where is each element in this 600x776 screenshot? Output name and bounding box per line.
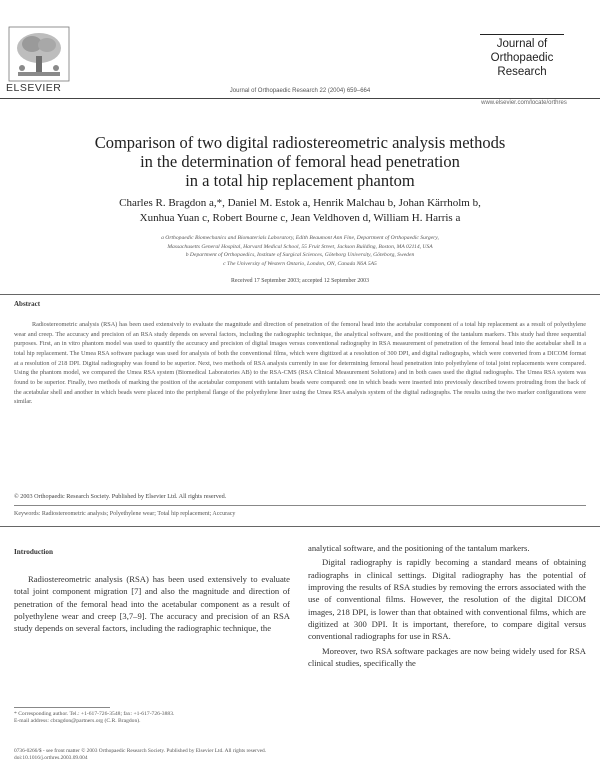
- article-title: [50, 133, 550, 190]
- author-line: Xunhua Yuan c, Robert Bourne c, Jean Veldhoven d, William H. Harris a: [139, 212, 461, 224]
- body-paragraph: Radiostereometric analysis (RSA) has been used extensively to evaluate total joint component migration [7] and also the magnitude and direction of penetration of the femoral head into the acetabular component as a result of polyethylene wear and creep [3,7–9]. The accuracy and precision of an RSA study depends on several factors, including the radiographic technique, the: [14, 574, 290, 634]
- brand-line: Journal of: [496, 38, 548, 50]
- doi-line[interactable]: doi:10.1016/j.orthres.2003.09.004: [14, 755, 88, 762]
- abstract-body: Radiostereometric analysis (RSA) has been used extensively to evaluate the magnitude and direction of penetration of the femoral head into the acetabular component of a total hip replacement as a result of polyethylene wear and creep. The accuracy and precision of an RSA study depends on several factors, including the radiographic technique, the analytical software, and the positioning of the tantalum markers. This study had three sequential purposes. First, an in vitro phantom model was used to quantify the accuracy and precision of digital images versus conventional radiography in RSA measurement of penetration of the femoral head into the acetabular shell in a total hip replacement. The Umea RSA software package was used for analysis of both the conventional films, which were digitized at a resolution of 300 DPI, and digital radiographs, which were converted from a DICOM format at a resolution of 218 DPI. Digital radiography was found to be superior. Next, two methods of RSA analysis currently in use for determining femoral head penetration into polyethylene of total joint replacements were compared. Using the phantom model, we compared the Umea RSA system (Biomedical Laboratories AB) to the RSA-CMS (RSA Clinical Measurement Solutions) and in both cases used the digital radiographs. The Umea RSA system was found to be superior. Finally, two methods of marking the position of the acetabular component with tantalum beads were compared: one in which beads were inserted into previously described towers protruding from the back of the acetabular shell and another in which beads were placed into the peripheral flange of the polyethylene liner using the Umea RSA analysis system of the digital radiographs. The results using the two marker configurations were similar.: [14, 321, 586, 406]
- footnote-divider: [14, 707, 110, 708]
- keywords-divider: [14, 505, 586, 506]
- brand-rule: [480, 34, 564, 35]
- title-line: Comparison of two digital radiostereometric analysis methods: [94, 133, 506, 152]
- right-column: [308, 542, 586, 669]
- body-paragraph: Digital radiography is rapidly becoming a standard means of obtaining radiographs in clinical settings. Digital radiography has the potential of improving the results of RSA studies by removing the errors associated with the use of conventional films. However, the resolution of the digital DICOM images, 218 DPI, is lower than that obtained with conventional films, which are digitized at 300 DPI. It is important, therefore, to compare digital versus conventional radiographs for use in RSA.: [308, 557, 586, 642]
- journal-citation: Journal of Orthopaedic Research 22 (2004) 659–664: [229, 88, 371, 94]
- affiliation-line: c The University of Western Ontario, London, ON, Canada N6A 5A5: [223, 260, 377, 267]
- journal-brand: [466, 34, 578, 79]
- footnote-email[interactable]: E-mail address: cbragdon@partners.org (C.R. Bragdon).: [14, 718, 141, 725]
- left-column: [14, 573, 290, 635]
- title-line: in the determination of femoral head penetration: [140, 152, 460, 171]
- affiliation-line: b Department of Orthopaedics, Institute of Surgical Sciences, Göteborg University, Göteborg, Sweden: [185, 252, 415, 259]
- abstract-heading: Abstract: [14, 300, 41, 308]
- issn-line: 0736-0266/$ - see front matter © 2003 Orthopaedic Research Society. Published by Elsevier Ltd. All rights reserved.: [14, 748, 267, 754]
- affiliations: [50, 234, 550, 268]
- body-paragraph: analytical software, and the positioning of the tantalum markers.: [308, 543, 530, 553]
- affiliation-line: Massachusetts General Hospital, Harvard Medical School, 55 Fruit Street, Jackson Building, Boston, MA 02114, USA: [167, 243, 433, 250]
- keywords: Keywords: Radiostereometric analysis; Polyethylene wear; Total hip replacement; Accuracy: [14, 511, 236, 517]
- received-dates: Received 17 September 2003; accepted 12 September 2003: [231, 278, 369, 284]
- brand-line: Orthopaedic: [490, 52, 554, 64]
- abstract-copyright: © 2003 Orthopaedic Research Society. Published by Elsevier Ltd. All rights reserved.: [14, 493, 227, 500]
- title-line: in a total hip replacement phantom: [185, 171, 415, 190]
- body-paragraph: Moreover, two RSA software packages are now being widely used for RSA clinical studies, specifically the: [308, 645, 586, 669]
- journal-url[interactable]: www.elsevier.com/locate/orthres: [481, 100, 567, 106]
- author-line: Charles R. Bragdon a,*, Daniel M. Estok a, Henrik Malchau b, Johan Kärrholm b,: [119, 197, 481, 209]
- affiliation-line: a Orthopaedic Biomechanics and Biomaterials Laboratory, Edith Beaumont Ann Fine, Department of Orthopaedic Surgery,: [161, 235, 439, 241]
- section-divider: [0, 294, 600, 295]
- brand-line: Research: [497, 66, 547, 78]
- footnotes: [14, 711, 290, 726]
- header-divider: [0, 98, 600, 99]
- footnote-corresponding: * Corresponding author. Tel.: +1-617-726-3548; fax: +1-617-726-3883.: [14, 711, 175, 717]
- body-divider: [0, 526, 600, 527]
- introduction-heading: Introduction: [14, 548, 54, 556]
- elsevier-tree-icon: [8, 26, 70, 82]
- publisher-name: ELSEVIER: [6, 82, 62, 94]
- bottom-matter: [14, 748, 586, 763]
- author-list: [50, 196, 550, 226]
